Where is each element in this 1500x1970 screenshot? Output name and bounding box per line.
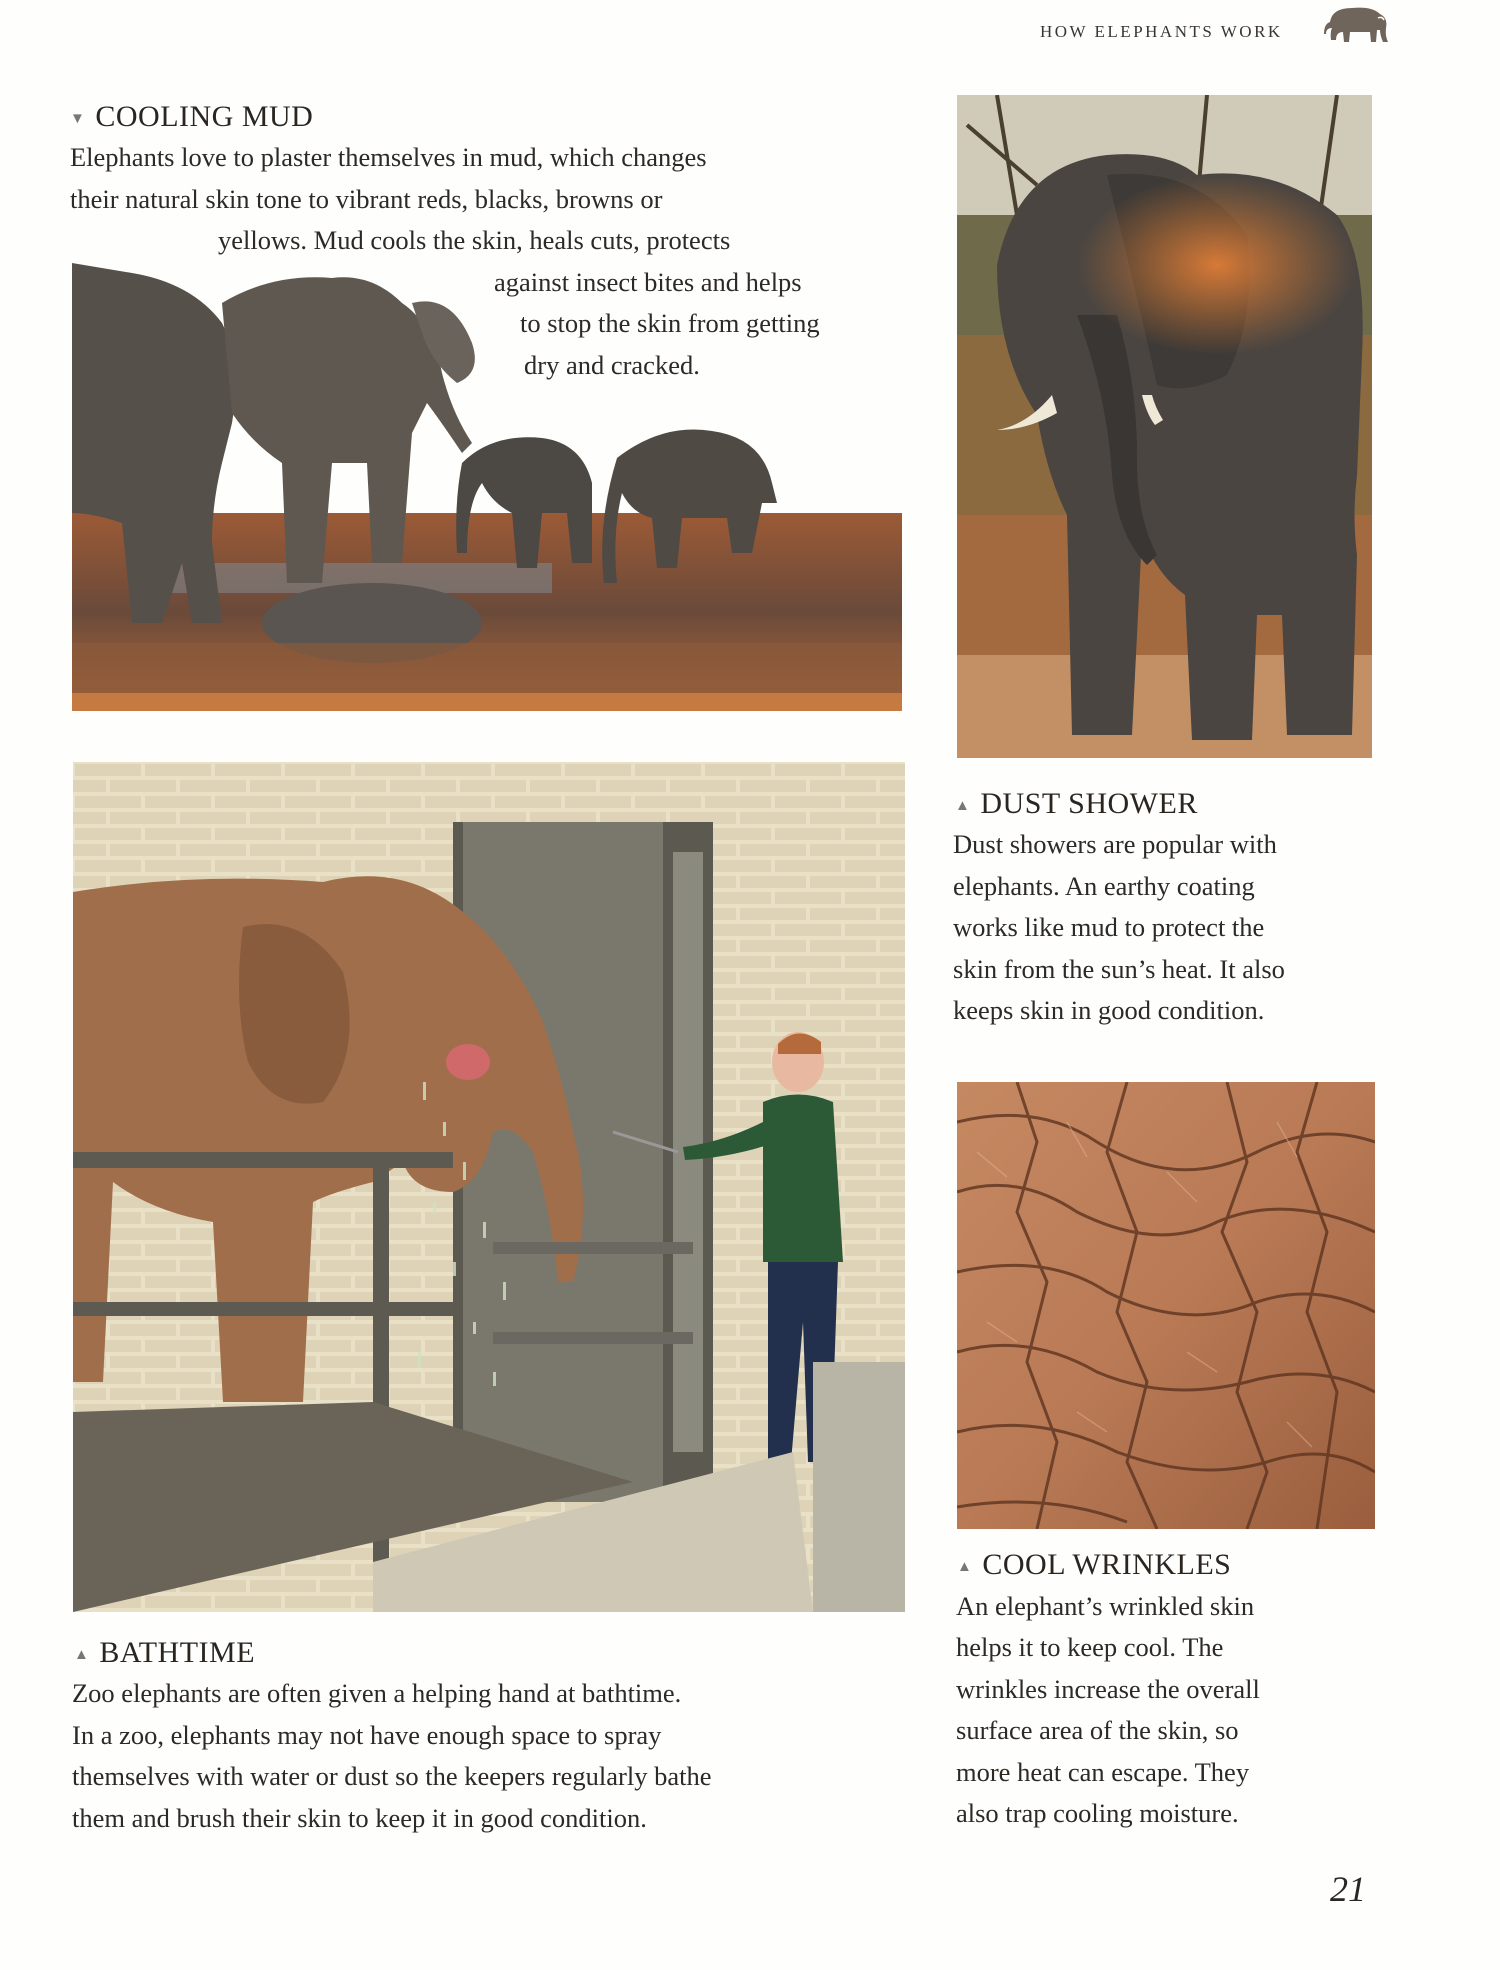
- dust-shower-line-5: keeps skin in good condition.: [953, 995, 1265, 1025]
- cool-wrinkles-heading: [957, 1548, 1231, 1582]
- dust-shower-photo: [957, 95, 1372, 758]
- cool-wrinkles-line-4: surface area of the skin, so: [956, 1715, 1239, 1745]
- dust-shower-line-4: skin from the sun’s heat. It also: [953, 954, 1285, 984]
- dust-shower-line-1: Dust showers are popular with: [953, 829, 1277, 859]
- dust-shower-marker-icon: ▲: [955, 798, 971, 814]
- bathtime-line-4: them and brush their skin to keep it in good condition.: [72, 1803, 647, 1833]
- cool-wrinkles-line-2: helps it to keep cool. The: [956, 1632, 1224, 1662]
- bathtime-heading-text: BATHTIME: [99, 1636, 256, 1669]
- cool-wrinkles-marker-icon: ▲: [957, 1559, 973, 1575]
- elephant-icon: [1322, 2, 1394, 44]
- cooling-mud-line-4: against insect bites and helps: [494, 267, 802, 297]
- dust-shower-heading-text: DUST SHOWER: [980, 787, 1198, 820]
- cooling-mud-line-6: dry and cracked.: [524, 350, 700, 380]
- cool-wrinkles-line-3: wrinkles increase the overall: [956, 1674, 1260, 1704]
- cool-wrinkles-line-5: more heat can escape. They: [956, 1757, 1250, 1787]
- bathtime-line-3: themselves with water or dust so the keepers regularly bathe: [72, 1761, 712, 1791]
- dust-shower-line-2: elephants. An earthy coating: [953, 871, 1255, 901]
- bathtime-heading: [74, 1636, 255, 1670]
- cool-wrinkles-line-1: An elephant’s wrinkled skin: [956, 1591, 1255, 1621]
- wrinkled-skin-photo: [957, 1082, 1375, 1529]
- page-number: 21: [1330, 1869, 1366, 1909]
- bathtime-marker-icon: ▲: [74, 1647, 90, 1663]
- cool-wrinkles-line-6: also trap cooling moisture.: [956, 1798, 1239, 1828]
- bathtime-line-2: In a zoo, elephants may not have enough space to spray: [72, 1720, 662, 1750]
- cooling-mud-line-1: Elephants love to plaster themselves in mud, which changes: [70, 142, 707, 172]
- running-head: HOW ELEPHANTS WORK: [1040, 22, 1283, 41]
- bathtime-line-1: Zoo elephants are often given a helping hand at bathtime.: [72, 1678, 682, 1708]
- cooling-mud-line-3: yellows. Mud cools the skin, heals cuts, protects: [218, 225, 731, 255]
- dust-shower-line-3: works like mud to protect the: [953, 912, 1265, 942]
- bathtime-photo: [73, 762, 905, 1612]
- cooling-mud-line-5: to stop the skin from getting: [520, 308, 820, 338]
- cooling-mud-heading-text: COOLING MUD: [95, 100, 314, 133]
- cooling-mud-heading: [70, 100, 313, 134]
- cool-wrinkles-heading-text: COOL WRINKLES: [982, 1548, 1232, 1581]
- cooling-mud-line-2: their natural skin tone to vibrant reds, blacks, browns or: [70, 184, 663, 214]
- dust-shower-heading: [955, 787, 1198, 821]
- cooling-mud-marker-icon: ▼: [70, 111, 86, 127]
